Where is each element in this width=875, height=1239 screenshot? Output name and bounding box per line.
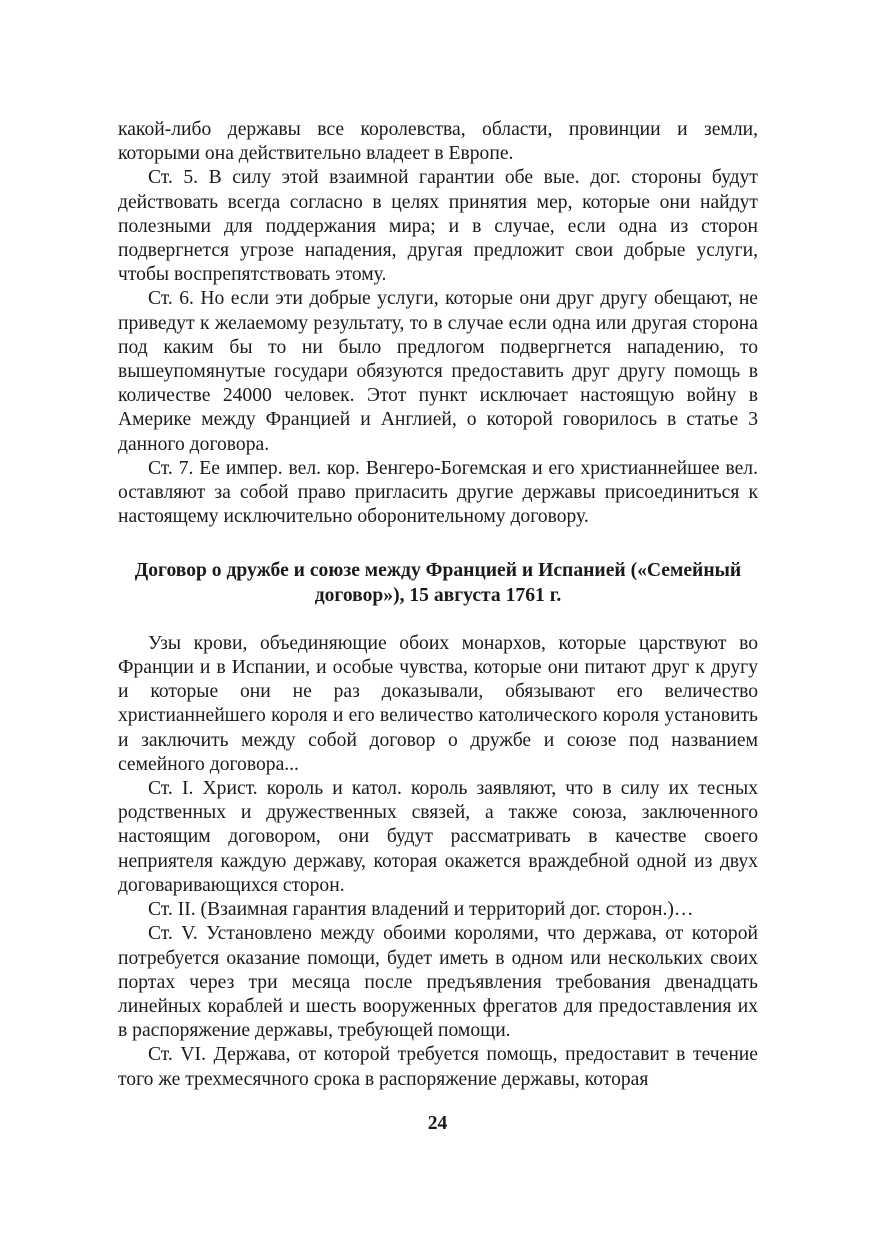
paragraph-article-i: Ст. I. Христ. король и катол. король заявляют, что в силу их тесных родственных и дружественных связей, а также союза, заключенного настоящим договором, они будут рассматривать в качестве своего неприятеля каждую державу, которая окажется враждебной одной из двух договаривающихся сторон.	[118, 778, 758, 896]
paragraph-article-7: Ст. 7. Ее импер. вел. кор. Венгеро-Богемская и его христианнейшее вел. оставляют за собой право пригласить другие державы присоединиться к настоящему исключительно оборонительному договору.	[118, 457, 758, 528]
paragraph-article-v: Ст. V. Установлено между обоими королями, что держава, от которой потребуется оказание помощи, будет иметь в одном или нескольких своих портах через три месяца после предъявления требования двенадцать линейных кораблей и шесть вооруженных фрегатов для предоставления их в распоряжение державы, требующей помощи.	[118, 923, 758, 1042]
paragraph-article-6: Ст. 6. Но если эти добрые услуги, которые они друг другу обещают, не приведут к желаемому результату, то в случае если одна или другая сторона под каким бы то ни было предлогом подвергнется нападению, то вышеупомянутые государи обязуются предоставить друг другу помощь в количестве 24000 человек. Этот пункт исключает настоящую войну в Америке между Францией и Англией, о которой говорилось в статье 3 данного договора.	[118, 288, 758, 455]
page-body	[118, 118, 758, 1092]
paragraph-article-ii: Ст. II. (Взаимная гарантия владений и территорий дог. сторон.)…	[148, 899, 694, 921]
page-number: 24	[427, 1113, 448, 1134]
paragraph-continuation: какой-либо державы все королевства, области, провинции и земли, которыми она действительно владеет в Европе.	[118, 119, 758, 165]
paragraph-preamble: Узы крови, объединяющие обоих монархов, которые царствуют во Франции и в Испании, и особые чувства, которые они питают друг к другу и которые они не раз доказывали, обязывают его величество христианнейшего короля и его величество католического короля установить и заключить между собой договор о дружбе и союзе под названием семейного договора...	[118, 632, 758, 775]
section-heading: Договор о дружбе и союзе между Францией и Испанией («Семейный договор»), 15 августа 1761 г.	[134, 560, 742, 606]
paragraph-article-5: Ст. 5. В силу этой взаимной гарантии обе вые. дог. стороны будут действовать всегда согласно в целях принятия мер, которые они найдут полезными для поддержания мира; и в случае, если одна из сторон подвергнется угрозе нападения, другая предложит свои добрые услуги, чтобы воспрепятствовать этому.	[118, 167, 758, 286]
paragraph-article-vi: Ст. VI. Держава, от которой требуется помощь, предоставит в течение того же трехмесячного срока в распоряжение державы, которая	[118, 1044, 758, 1090]
